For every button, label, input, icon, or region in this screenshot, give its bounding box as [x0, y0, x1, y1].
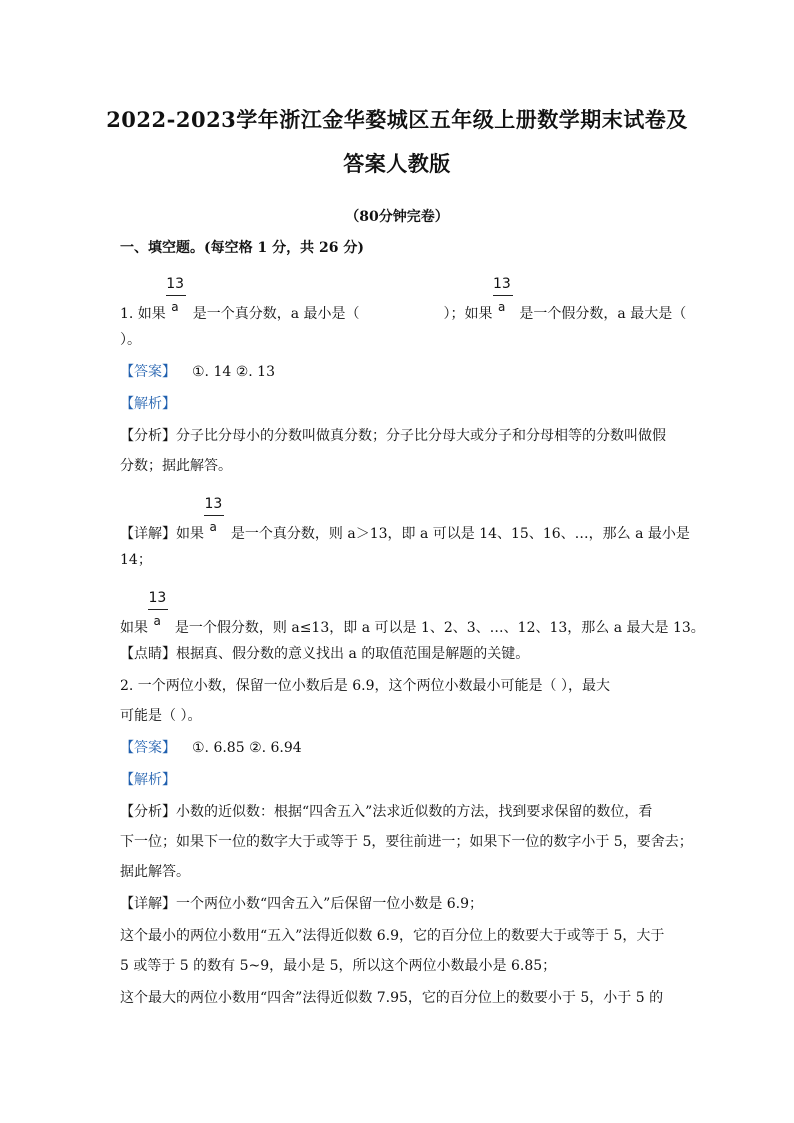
answer-tag: 【答案】: [120, 364, 176, 380]
question-2-line-2: 可能是（ ）。: [120, 708, 202, 724]
answer-row-1: [120, 362, 680, 382]
question-1-text-b: ）；如果: [443, 306, 493, 322]
analysis-tag: 【解析】: [120, 396, 176, 412]
analysis-line-1: 【分析】分子比分母小的分数叫做真分数；分子比分母大或分子和分母相等的分数叫做假: [120, 428, 666, 444]
fraction-13-over-a: $\frac{13}{a}$: [208, 518, 226, 538]
answer-row-2: [120, 738, 680, 758]
analysis-line-3: 据此解答。: [120, 864, 190, 880]
question-1-text-c: 是一个假分数，a 最大是（: [519, 306, 687, 322]
analysis-tag: 【解析】: [120, 772, 176, 788]
fenxi-tag: 【分析】: [120, 428, 176, 444]
detail-line-2: 14；: [120, 552, 152, 568]
detail-line-2: 这个最小的两位小数用“五入”法得近似数 6.9，它的百分位上的数要大于或等于 5，大于: [120, 928, 665, 944]
document-title-line-1: 2022-2023学年浙江金华婺城区五年级上册数学期末试卷及: [106, 107, 688, 132]
question-2-line-1: 2. 一个两位小数，保留一位小数后是 6.9，这个两位小数最小可能是（ ），最大: [120, 678, 610, 694]
question-1-text-a: 是一个真分数，a 最小是（: [192, 306, 360, 322]
dianjing-tag: 【点睛】: [120, 646, 176, 662]
fenxi-tag: 【分析】: [120, 804, 176, 820]
time-note: （80分钟完卷）: [345, 209, 449, 225]
analysis-line-2: 下一位；如果下一位的数字大于或等于 5，要往前进一；如果下一位的数字小于 5，要舍去；: [120, 834, 693, 850]
question-1-line-1: [120, 276, 687, 324]
answer-value: ①. 6.85 ②. 6.94: [192, 740, 302, 756]
detail-line-4: 这个最大的两位小数用“四舍”法得近似数 7.95，它的百分位上的数要小于 5，小于 5 的: [120, 990, 664, 1006]
section-heading: 一、填空题。(每空格 1 分，共 26 分): [120, 240, 364, 256]
answer-tag: 【答案】: [120, 740, 176, 756]
fraction-13-over-a: $\frac{13}{a}$: [497, 298, 515, 318]
document-title-line-2: 答案人教版: [343, 151, 451, 176]
fraction-13-over-a: $\frac{13}{a}$: [170, 298, 188, 318]
detail-line-3: 5 或等于 5 的数有 5~9，最小是 5，所以这个两位小数最小是 6.85；: [120, 958, 557, 974]
detail-line-1: 【详解】一个两位小数“四舍五入”后保留一位小数是 6.9；: [120, 896, 484, 912]
detail-line-1: 【详解】如果 $\frac{13}{a}$ 是一个真分数，则 a＞13，即 a 可以是 14、15、16、…，那么 a 最小是: [120, 496, 690, 542]
detail-tag: 【详解】: [120, 896, 176, 912]
question-1-line-2: ）。: [120, 332, 141, 348]
answer-value: ①. 14 ②. 13: [192, 364, 275, 380]
fraction-13-over-a: $\frac{13}{a}$: [152, 612, 170, 632]
detail-tag: 【详解】: [120, 526, 176, 542]
key-point-line: 【点睛】根据真、假分数的意义找出 a 的取值范围是解题的关键。: [120, 646, 530, 662]
analysis-line-2: 分数；据此解答。: [120, 458, 232, 474]
detail-line-3: 如果 $\frac{13}{a}$ 是一个假分数，则 a≤13，即 a 可以是 1、2、3、…、12、13，那么 a 最大是 13。: [120, 590, 705, 636]
question-1-prefix: 1. 如果: [120, 306, 166, 322]
analysis-line-1: 【分析】小数的近似数：根据“四舍五入”法求近似数的方法，找到要求保留的数位，看: [120, 804, 653, 820]
